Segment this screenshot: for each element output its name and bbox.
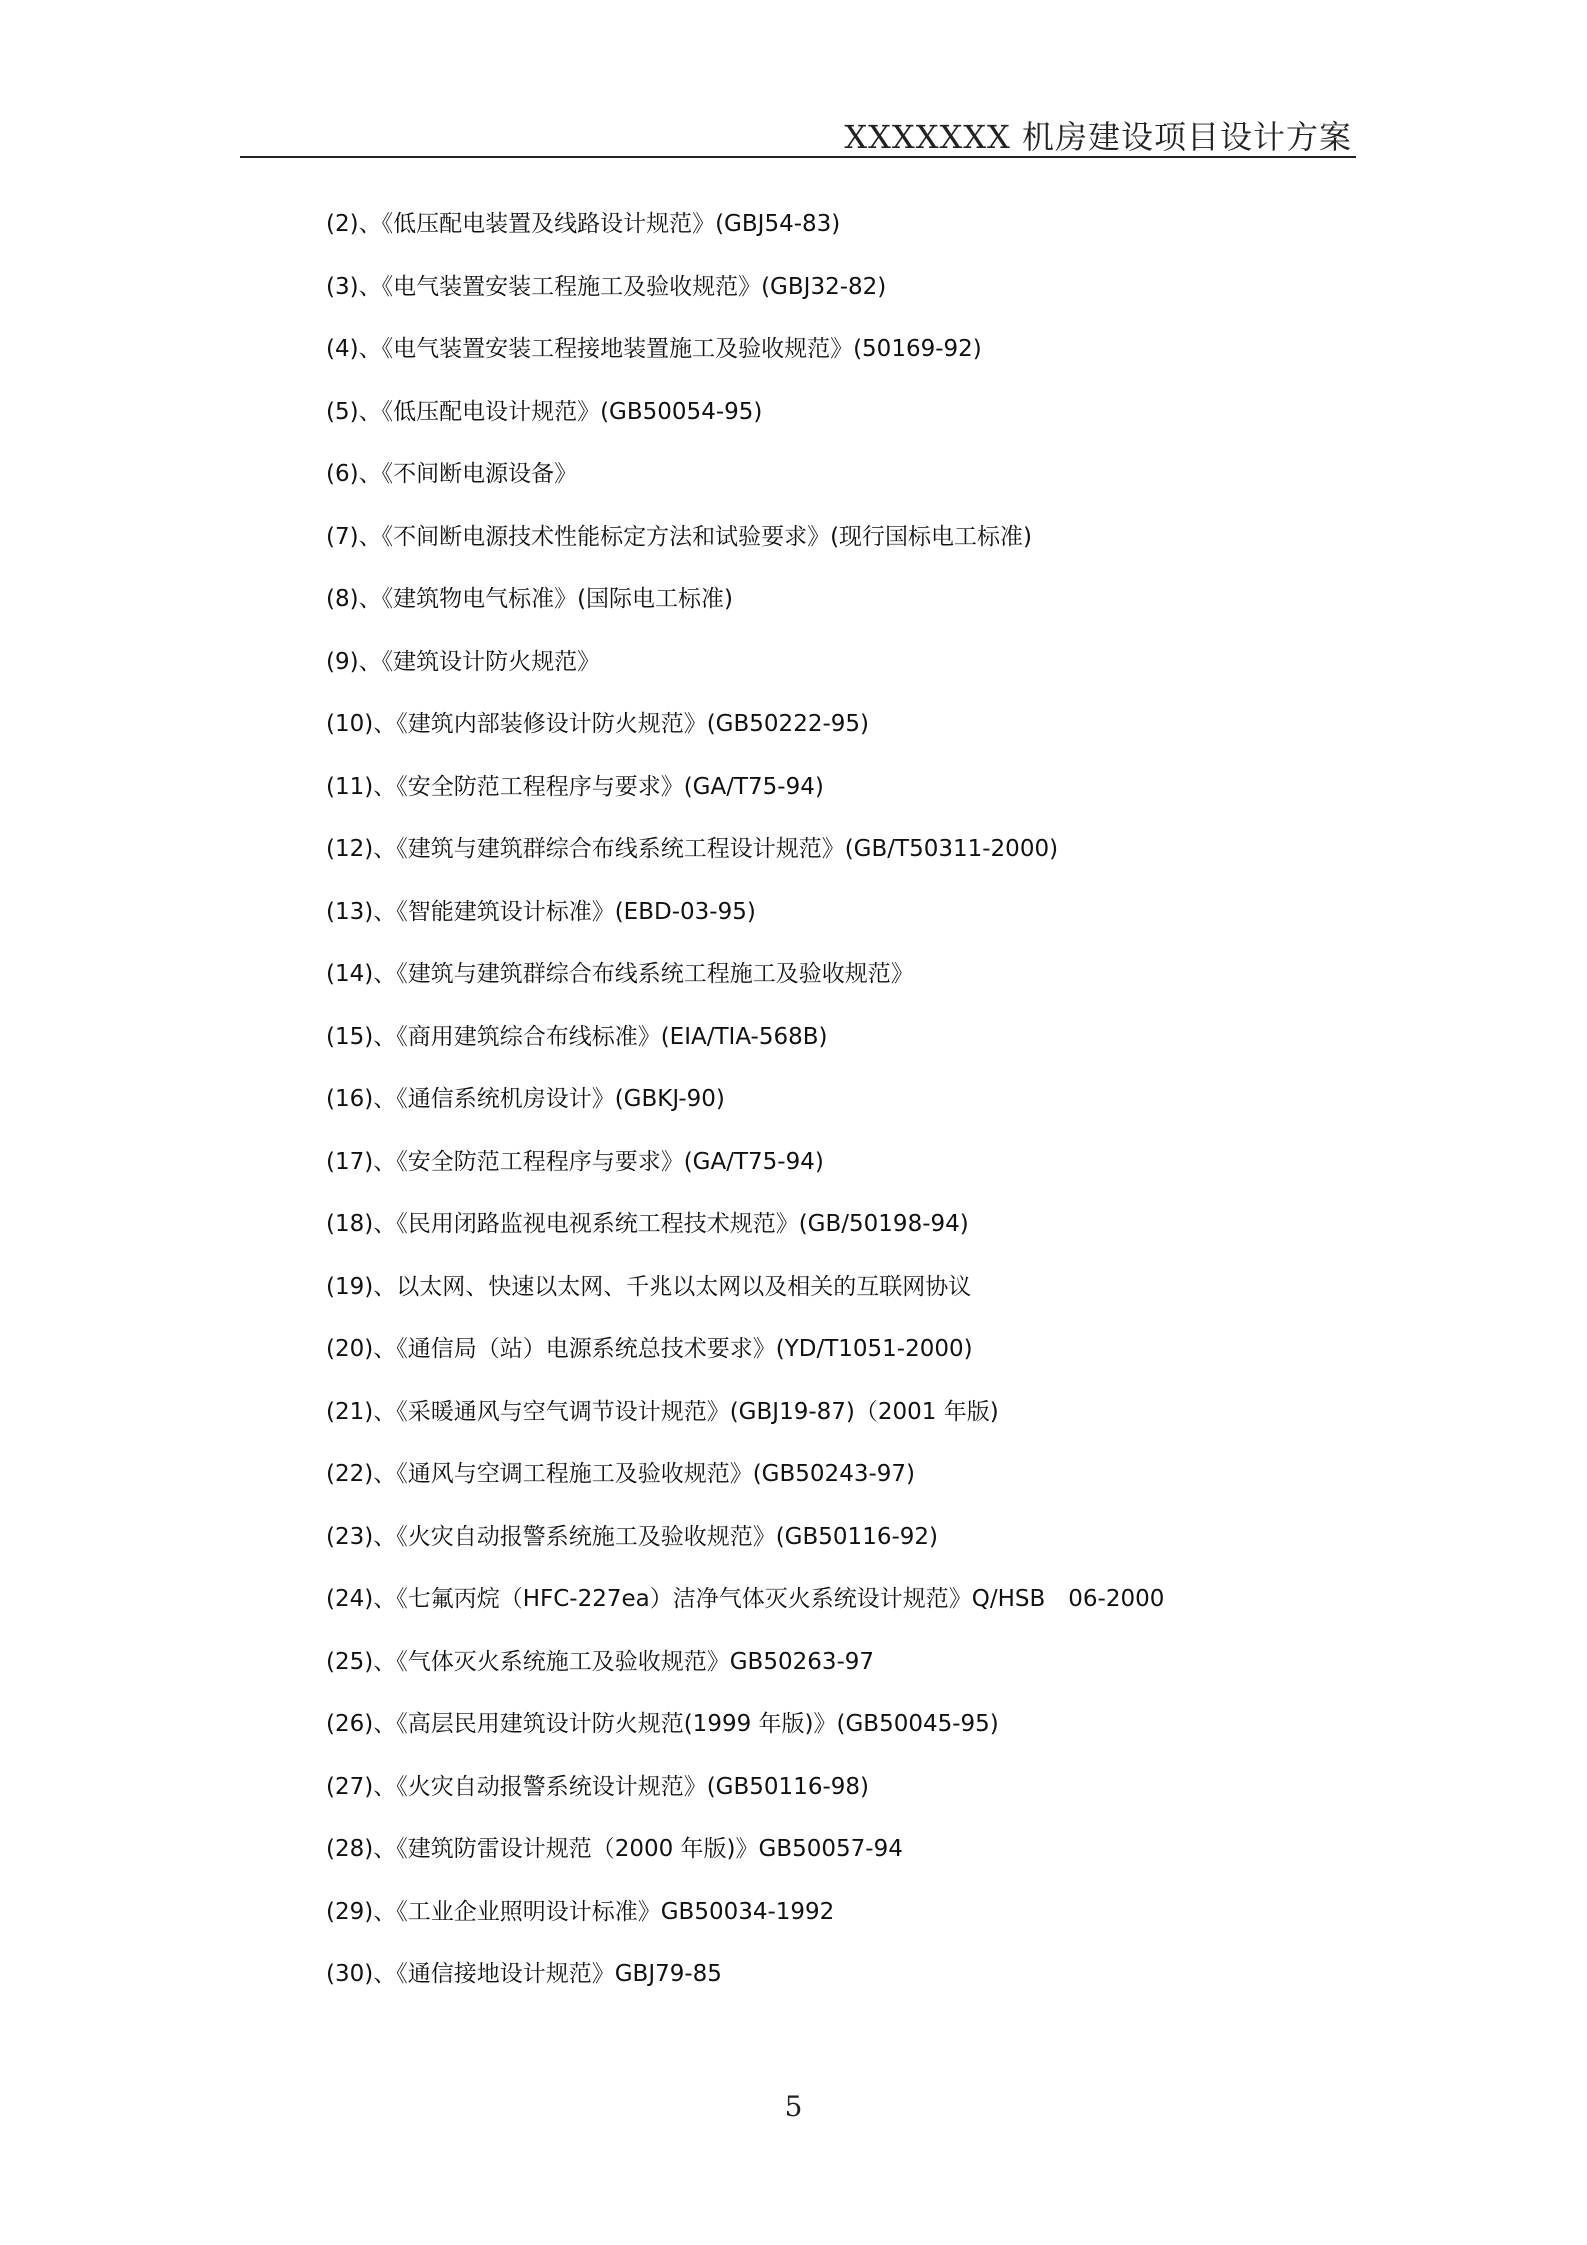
reference-item: (21)、《采暖通风与空气调节设计规范》(GBJ19-87)（2001 年版) xyxy=(326,1398,999,1425)
reference-item: (20)、《通信局（站）电源系统总技术要求》(YD/T1051-2000) xyxy=(326,1336,973,1362)
reference-item: (6)、《不间断电源设备》 xyxy=(326,461,578,487)
reference-item: (16)、《通信系统机房设计》(GBKJ-90) xyxy=(326,1086,725,1112)
reference-item: (7)、《不间断电源技术性能标定方法和试验要求》(现行国标电工标准) xyxy=(326,523,1033,550)
reference-item: (3)、《电气装置安装工程施工及验收规范》(GBJ32-82) xyxy=(326,273,887,300)
reference-item: (12)、《建筑与建筑群综合布线系统工程设计规范》(GB/T50311-2000) xyxy=(326,836,1059,862)
reference-item: (25)、《气体灭火系统施工及验收规范》GB50263-97 xyxy=(326,1648,875,1675)
reference-item: (9)、《建筑设计防火规范》 xyxy=(326,648,601,675)
reference-item: (24)、《七氟丙烷（HFC-227ea）洁净气体灭火系统设计规范》Q/HSB 06-2000 xyxy=(326,1586,1165,1612)
reference-item: (23)、《火灾自动报警系统施工及验收规范》(GB50116-92) xyxy=(326,1523,938,1550)
reference-item: (22)、《通风与空调工程施工及验收规范》(GB50243-97) xyxy=(326,1461,915,1487)
reference-item: (8)、《建筑物电气标准》(国际电工标准) xyxy=(326,586,734,612)
reference-item: (5)、《低压配电设计规范》(GB50054-95) xyxy=(326,398,763,425)
reference-item: (18)、《民用闭路监视电视系统工程技术规范》(GB/50198-94) xyxy=(326,1211,969,1237)
reference-item: (4)、《电气装置安装工程接地装置施工及验收规范》(50169-92) xyxy=(326,336,982,362)
reference-item: (15)、《商用建筑综合布线标准》(EIA/TIA-568B) xyxy=(326,1023,828,1050)
reference-item: (13)、《智能建筑设计标准》(EBD-03-95) xyxy=(326,898,756,925)
document-title: XXXXXXX 机房建设项目设计方案 xyxy=(844,118,1352,156)
reference-item: (28)、《建筑防雷设计规范（2000 年版)》GB50057-94 xyxy=(326,1836,903,1862)
page-number: 5 xyxy=(784,2090,803,2123)
reference-item: (27)、《火灾自动报警系统设计规范》(GB50116-98) xyxy=(326,1773,869,1800)
reference-list xyxy=(326,204,1164,2017)
reference-item: (30)、《通信接地设计规范》GBJ79-85 xyxy=(326,1961,722,1987)
page-header xyxy=(240,108,1356,158)
reference-item: (10)、《建筑内部装修设计防火规范》(GB50222-95) xyxy=(326,711,869,737)
reference-item: (11)、《安全防范工程程序与要求》(GA/T75-94) xyxy=(326,773,824,800)
reference-item: (2)、《低压配电装置及线路设计规范》(GBJ54-83) xyxy=(326,211,841,237)
reference-item: (29)、《工业企业照明设计标准》GB50034-1992 xyxy=(326,1898,835,1925)
reference-item: (26)、《高层民用建筑设计防火规范(1999 年版)》(GB50045-95) xyxy=(326,1711,999,1737)
reference-item: (17)、《安全防范工程程序与要求》(GA/T75-94) xyxy=(326,1148,824,1175)
reference-item: (14)、《建筑与建筑群综合布线系统工程施工及验收规范》 xyxy=(326,961,914,987)
reference-item: (19)、以太网、快速以太网、千兆以太网以及相关的互联网协议 xyxy=(326,1273,972,1300)
